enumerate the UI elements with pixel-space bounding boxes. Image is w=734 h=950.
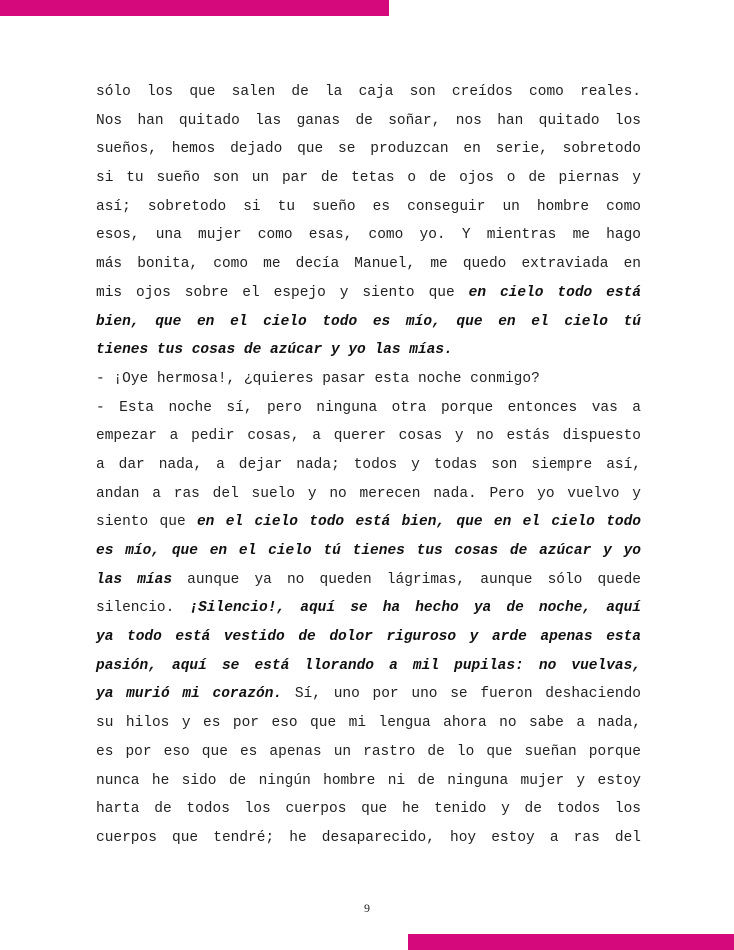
text-segment: más bonita, como me decía Manuel, me quedo extraviada en: [96, 256, 641, 273]
text-segment: andan a ras del suelo y no merecen nada. Pero yo vuelvo y: [96, 485, 641, 502]
text-line: [96, 652, 641, 681]
text-segment: mis ojos sobre el espejo y siento que: [96, 284, 469, 301]
text-segment: sueños, hemos dejado que se produzcan en serie, sobretodo: [96, 141, 641, 158]
text-segment: es por eso que es apenas un rastro de lo que sueñan porque: [96, 743, 641, 760]
text-line: [96, 508, 641, 537]
emphasis-text: ya murió mi corazón.: [96, 686, 283, 703]
text-line: [96, 365, 641, 394]
text-line: [96, 279, 641, 308]
text-segment: su hilos y es por eso que mi lengua ahora no sabe a nada,: [96, 715, 641, 732]
text-segment: esos, una mujer como esas, como yo. Y mientras me hago: [96, 227, 641, 244]
text-line: [96, 422, 641, 451]
text-line: [96, 451, 641, 480]
body-text: [96, 78, 641, 853]
text-line: [96, 250, 641, 279]
emphasis-text: ¡Silencio!, aquí se ha hecho ya de noche, aquí: [189, 600, 642, 617]
text-line: [96, 824, 641, 853]
text-line: [96, 709, 641, 738]
text-line: [96, 193, 641, 222]
text-segment: si tu sueño son un par de tetas o de ojos o de piernas y: [96, 170, 641, 187]
text-line: [96, 480, 641, 509]
text-segment: siento que: [96, 514, 197, 531]
emphasis-text: ya todo está vestido de dolor riguroso y arde apenas esta: [96, 629, 641, 646]
emphasis-text: es mío, que en el cielo tú tienes tus cosas de azúcar y yo: [96, 543, 641, 559]
emphasis-text: en el cielo todo está bien, que en el cielo todo: [196, 514, 641, 531]
text-line: [96, 394, 641, 423]
text-line: [96, 738, 641, 767]
text-segment: Nos han quitado las ganas de soñar, nos han quitado los: [96, 112, 641, 129]
text-segment: cuerpos que tendré; he desaparecido, hoy estoy a ras del: [96, 829, 641, 846]
emphasis-text: las mías: [96, 571, 173, 588]
emphasis-text: bien, que en el cielo todo es mío, que en el cielo tú: [96, 313, 641, 330]
text-segment: sólo los que salen de la caja son creídos como reales.: [96, 84, 641, 100]
text-line: [96, 795, 641, 824]
text-segment: Sí, uno por uno se fueron deshaciendo: [282, 686, 641, 703]
text-segment: así; sobretodo si tu sueño es conseguir un hombre como: [96, 198, 641, 215]
text-segment: silencio.: [96, 600, 190, 617]
emphasis-text: en cielo todo está: [468, 284, 641, 301]
page-number: 9: [364, 901, 370, 915]
text-line: [96, 135, 641, 164]
text-line: [96, 566, 641, 595]
text-line: [96, 308, 641, 337]
text-line: [96, 537, 641, 566]
text-segment: a dar nada, a dejar nada; todos y todas son siempre así,: [96, 456, 641, 473]
text-segment: harta de todos los cuerpos que he tenido y de todos los: [96, 801, 641, 818]
text-segment: - Esta noche sí, pero ninguna otra porque entonces vas a: [96, 399, 641, 416]
text-line: [96, 107, 641, 136]
text-segment: - ¡Oye hermosa!, ¿quieres pasar esta noche conmigo?: [96, 370, 540, 387]
text-line: [96, 594, 641, 623]
top-accent-bar: [0, 0, 389, 16]
emphasis-text: tienes tus cosas de azúcar y yo las mías.: [96, 342, 453, 359]
text-line: [96, 221, 641, 250]
text-line: [96, 767, 641, 796]
text-line: [96, 623, 641, 652]
text-line: [96, 164, 641, 193]
text-segment: empezar a pedir cosas, a querer cosas y no estás dispuesto: [96, 428, 641, 445]
text-segment: aunque ya no queden lágrimas, aunque sólo quede: [172, 571, 641, 588]
text-segment: nunca he sido de ningún hombre ni de ninguna mujer y estoy: [96, 772, 641, 789]
emphasis-text: pasión, aquí se está llorando a mil pupilas: no vuelvas,: [96, 657, 641, 674]
text-line: [96, 680, 641, 709]
bottom-accent-bar: [408, 934, 734, 950]
text-line: [96, 336, 641, 365]
text-line: [96, 78, 641, 107]
